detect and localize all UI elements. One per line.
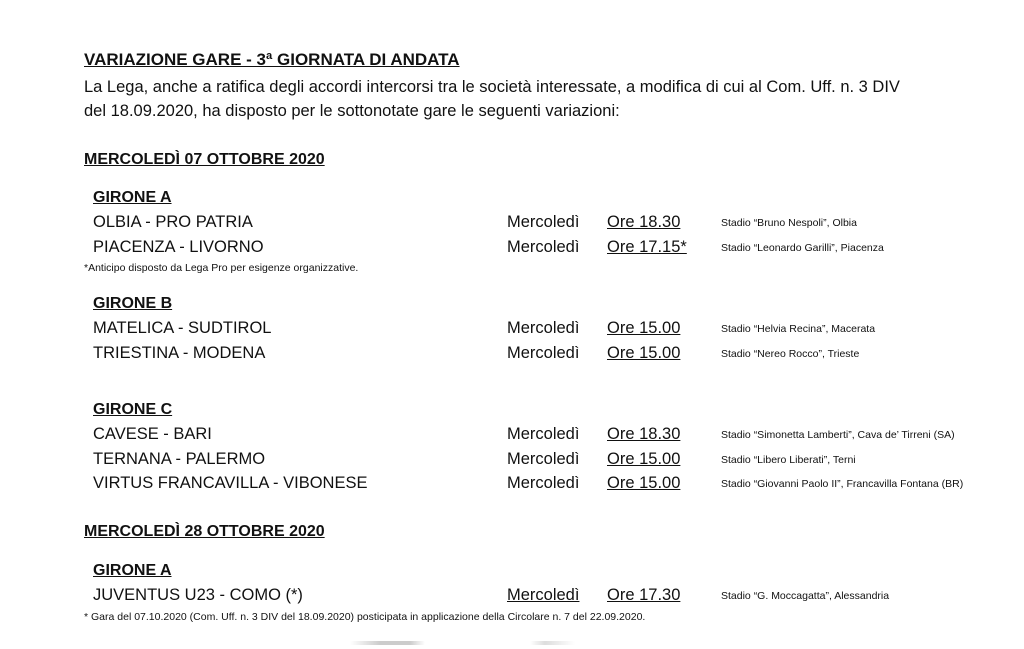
match-name: CAVESE - BARI (93, 425, 212, 443)
match-venue: Stadio “Bruno Nespoli”, Olbia (721, 217, 857, 229)
girone-a-heading: GIRONE A (93, 189, 172, 206)
girone-a-heading-2: GIRONE A (93, 562, 172, 579)
match-time: Ore 15.00 (607, 319, 681, 337)
footnote-anticipo: *Anticipo disposto da Lega Pro per esigenze organizzative. (84, 262, 359, 274)
date-heading-1: MERCOLEDÌ 07 OTTOBRE 2020 (84, 151, 325, 168)
match-time: Ore 18.30 (607, 213, 681, 231)
match-time: Ore 18.30 (607, 425, 681, 443)
match-day: Mercoledì (507, 319, 580, 337)
footnote-posticipo: * Gara del 07.10.2020 (Com. Uff. n. 3 DIV del 18.09.2020) posticipata in applicazione della Circolare n. 7 del 22.09.2020. (84, 611, 646, 623)
match-time: Ore 15.00 (607, 474, 681, 492)
match-name: PIACENZA - LIVORNO (93, 238, 264, 256)
match-day: Mercoledì (507, 425, 580, 443)
intro-line-1: La Lega, anche a ratifica degli accordi intercorsi tra le società interessate, a modifica di cui al Com. Uff. n. 3 DIV (84, 78, 900, 96)
match-name: MATELICA - SUDTIROL (93, 319, 272, 337)
match-venue: Stadio “Helvia Recina”, Macerata (721, 323, 876, 335)
girone-c-heading: GIRONE C (93, 401, 173, 418)
match-venue: Stadio “Nereo Rocco”, Trieste (721, 348, 860, 360)
match-time: Ore 17.30 (607, 586, 681, 604)
match-time: Ore 15.00 (607, 344, 681, 362)
match-time: Ore 15.00 (607, 450, 681, 468)
match-name: VIRTUS FRANCAVILLA - VIBONESE (93, 474, 368, 492)
match-venue: Stadio “Giovanni Paolo II”, Francavilla Fontana (BR) (721, 478, 964, 490)
match-name: OLBIA - PRO PATRIA (93, 213, 253, 231)
match-day: Mercoledì (507, 474, 580, 492)
match-day: Mercoledì (507, 344, 580, 362)
match-time: Ore 17.15* (607, 238, 687, 256)
match-day: Mercoledì (507, 450, 580, 468)
girone-b-heading: GIRONE B (93, 295, 173, 312)
match-venue: Stadio “G. Moccagatta”, Alessandria (721, 590, 890, 602)
match-venue: Stadio “Libero Liberati”, Terni (721, 454, 856, 466)
match-day: Mercoledì (507, 238, 580, 256)
intro-line-2: del 18.09.2020, ha disposto per le sottonotate gare le seguenti variazioni: (84, 102, 620, 120)
match-day: Mercoledì (507, 586, 580, 604)
cut-off-text-fragment (350, 641, 650, 645)
match-name: TERNANA - PALERMO (93, 450, 266, 468)
match-venue: Stadio “Simonetta Lamberti”, Cava de’ Tirreni (SA) (721, 429, 955, 441)
match-name: JUVENTUS U23 - COMO (*) (93, 586, 303, 604)
match-day: Mercoledì (507, 213, 580, 231)
match-venue: Stadio “Leonardo Garilli”, Piacenza (721, 242, 884, 254)
document-title: VARIAZIONE GARE - 3ª GIORNATA DI ANDATA (84, 50, 460, 69)
date-heading-2: MERCOLEDÌ 28 OTTOBRE 2020 (84, 523, 325, 540)
match-name: TRIESTINA - MODENA (93, 344, 266, 362)
